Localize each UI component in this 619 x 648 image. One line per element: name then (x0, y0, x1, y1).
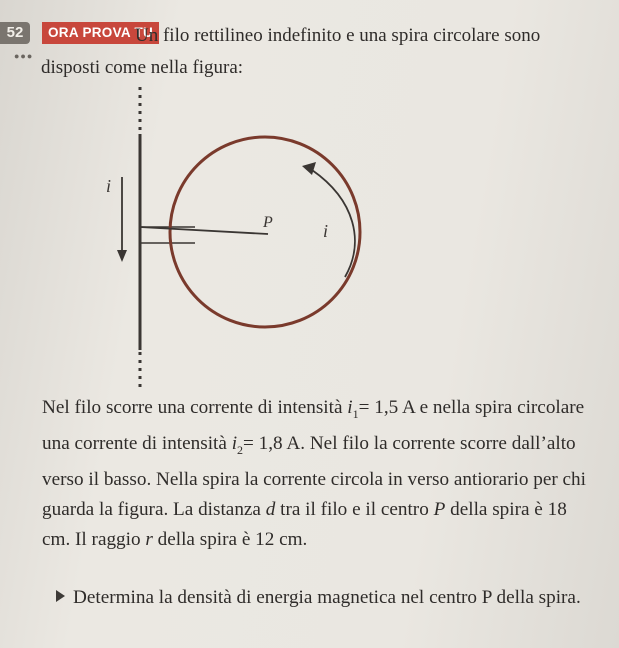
intro-text: Un filo rettilineo indefinito e una spira circolare sono disposti come nella figura: (41, 25, 541, 78)
p-symbol: P (433, 499, 446, 521)
para-part1: Nel filo scorre una corrente di intensità (42, 397, 348, 418)
center-line (140, 227, 268, 234)
i2-value: = 1,8 A. Nel filo la corrente scorre dall’alto verso il basso. Nella spira la corrente circola in verso antiorario per chi guarda la figura. La distanza (42, 433, 586, 521)
para-part2: tra il filo e il centro (275, 499, 434, 521)
task-item (42, 582, 602, 613)
i2-subscript: 2 (237, 442, 244, 457)
loop-current-arrowhead (302, 162, 316, 175)
d-symbol: d (265, 499, 276, 521)
i1-subscript: 1 (352, 406, 359, 421)
i1-symbol: i (347, 397, 353, 418)
task-text: Determina la densità di energia magnetica nel centro P della spira. (73, 587, 581, 608)
circular-loop (170, 137, 360, 327)
para-part3: della spira è 18 cm. Il raggio (42, 499, 567, 551)
difficulty-dots-icon: ●●● (14, 51, 34, 61)
para-part4: della spira è 12 cm. (152, 529, 308, 551)
exercise-number: 52 (0, 22, 30, 44)
exercise-paragraph (42, 393, 587, 556)
ora-prova-tu-tag: ORA PROVA TU (42, 22, 159, 44)
i2-symbol: i (231, 433, 238, 455)
wire-current-label: i (106, 176, 112, 196)
loop-current-label: i (323, 221, 329, 241)
wire-loop-figure (80, 82, 380, 392)
task-arrow-icon (56, 590, 65, 602)
r-symbol: r (145, 529, 153, 551)
i1-value: = 1,5 A e nella spira circolare una corrente di intensità (42, 397, 585, 455)
exercise-intro (41, 20, 601, 84)
center-label: P (263, 214, 273, 231)
wire-current-arrowhead (117, 250, 127, 262)
